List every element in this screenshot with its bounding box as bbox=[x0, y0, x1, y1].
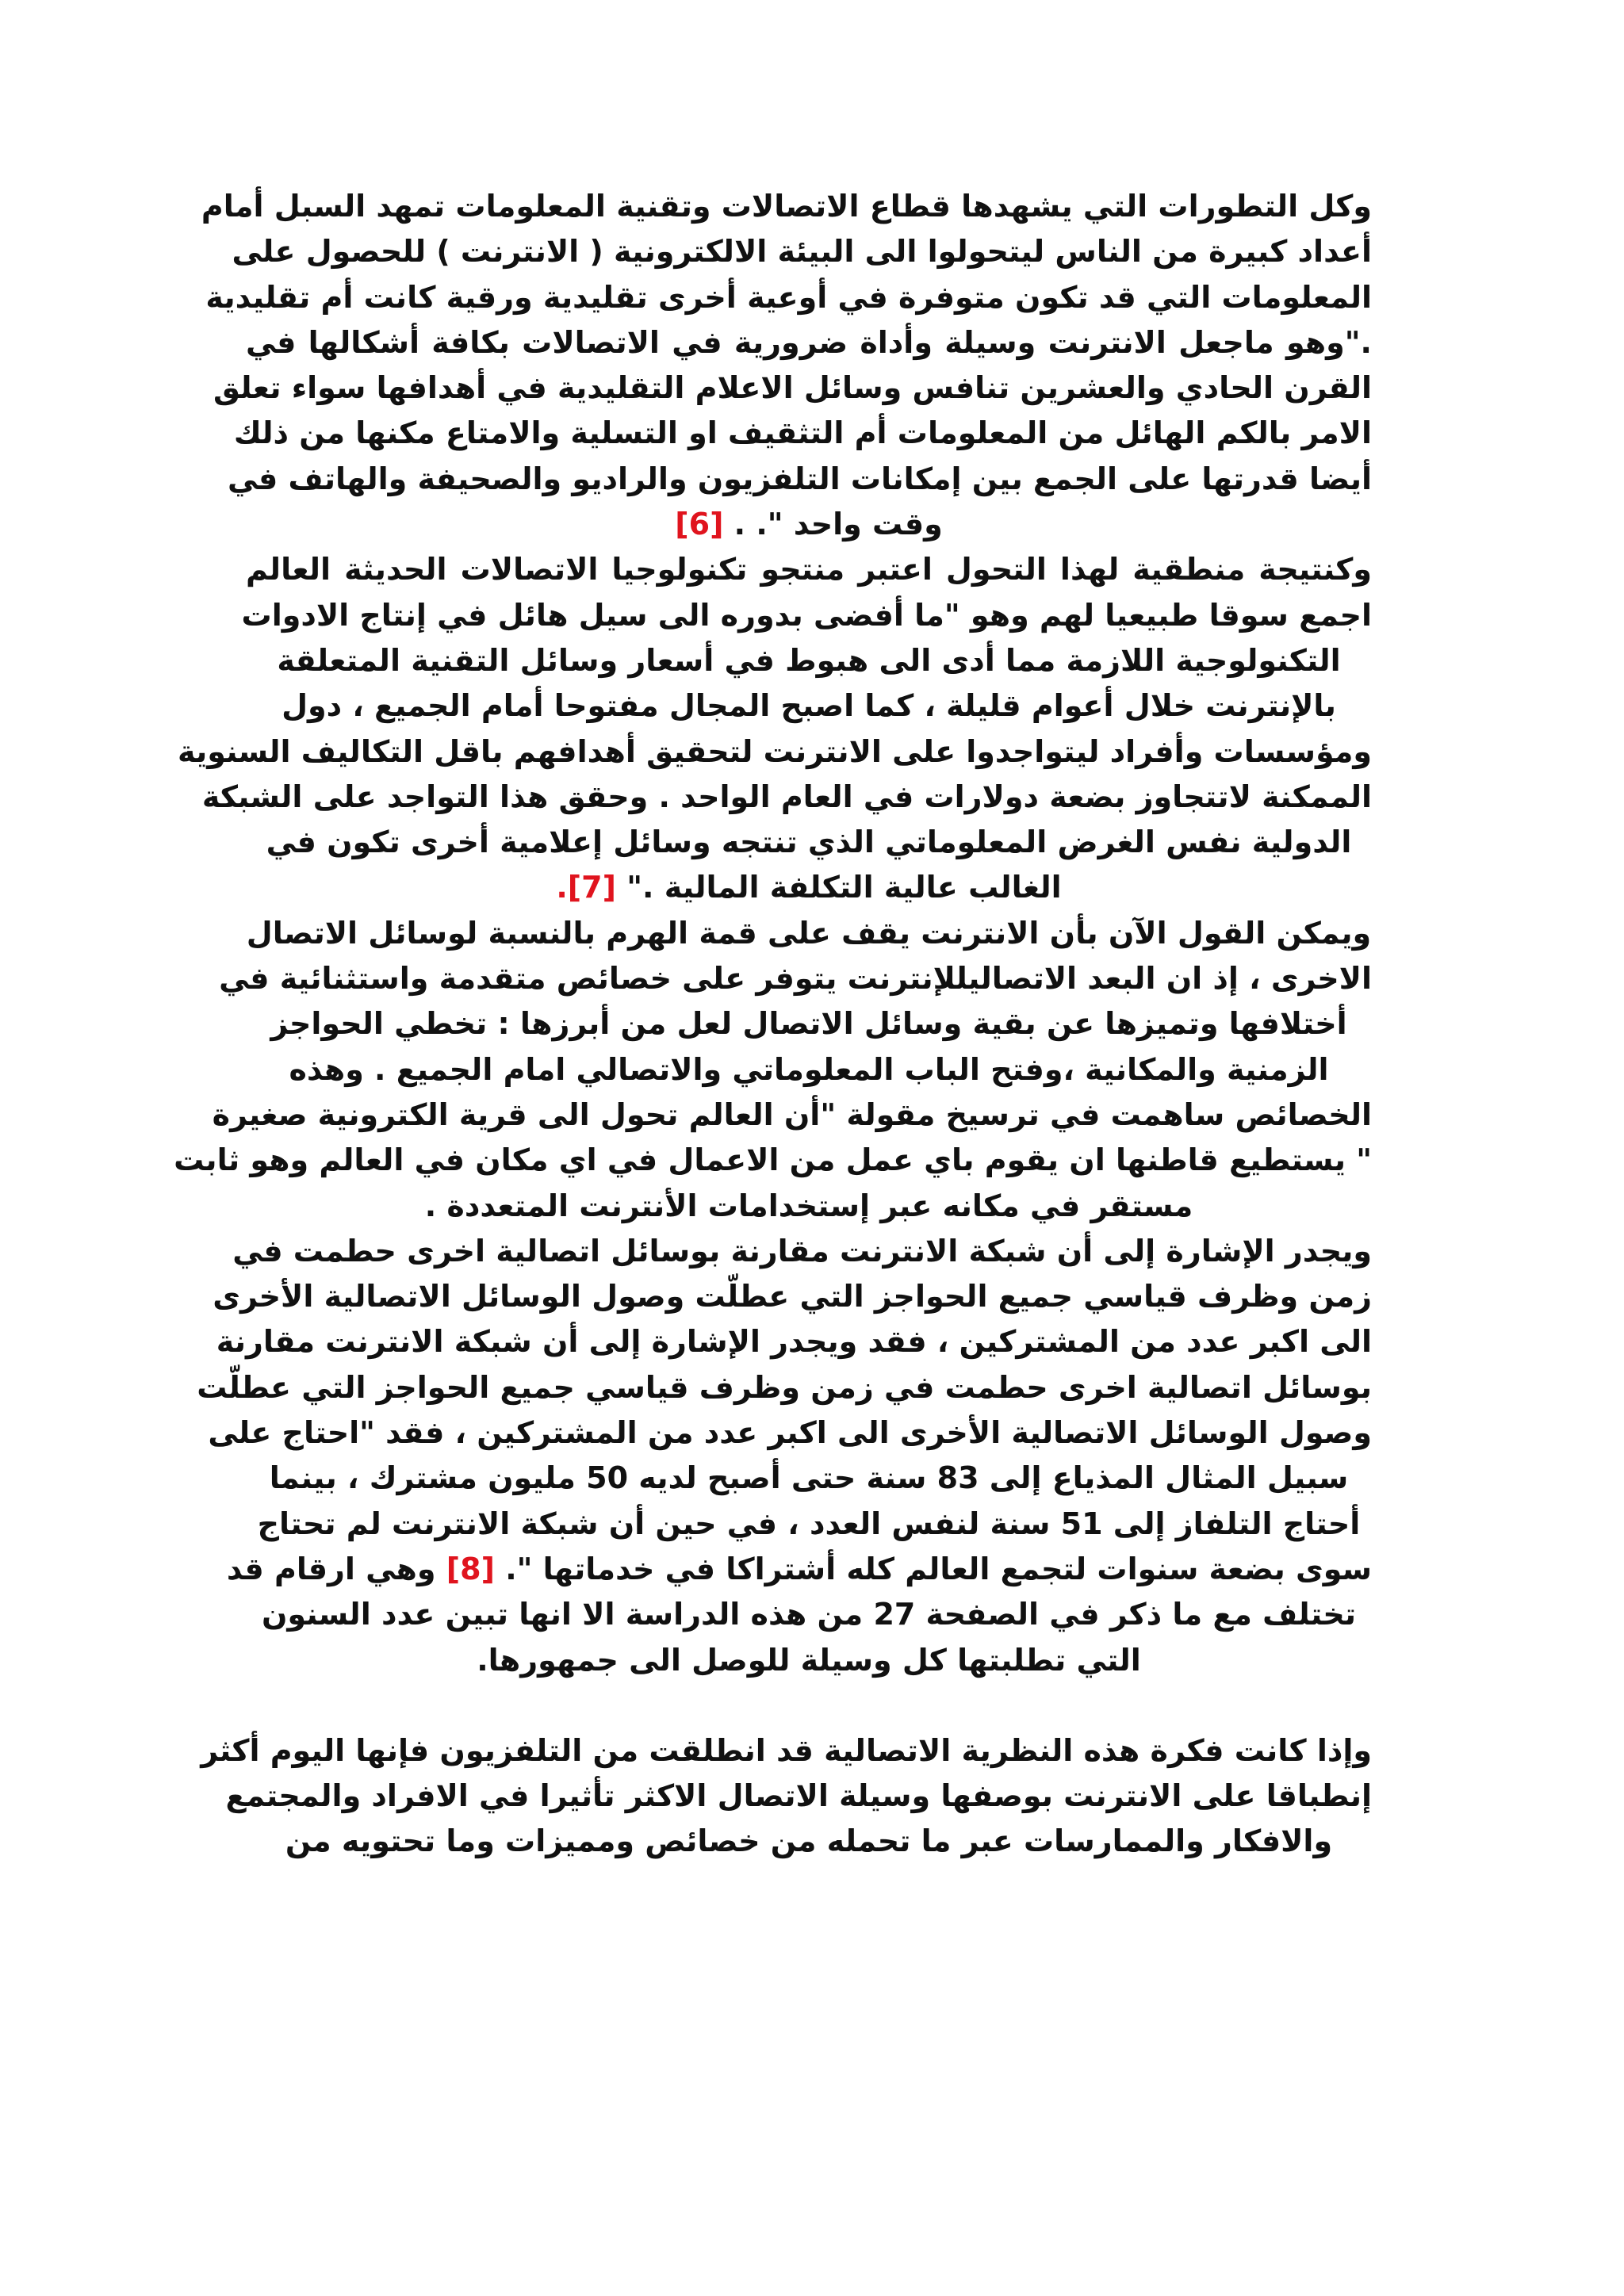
line-text: أحتاج التلفاز إلى 51 سنة لنفس العدد ، في حين أن شبكة الانترنت لم تحتاج bbox=[257, 1506, 1361, 1541]
document-body bbox=[174, 184, 1372, 1865]
line-text: سوى بضعة سنوات لتجمع العالم كله أشتراكا في خدماتها ". bbox=[505, 1551, 1372, 1586]
line-text: بالإنترنت خلال أعوام قليلة ، كما اصبح المجال مفتوحا أمام الجميع ، دول bbox=[282, 688, 1336, 724]
citation-reference[interactable]: [8] bbox=[446, 1551, 495, 1586]
text-line bbox=[205, 275, 1372, 320]
line-text: ويمكن القول الآن بأن الانترنت يقف على قمة الهرم بالنسبة لوسائل الاتصال bbox=[246, 915, 1372, 951]
line-text: إنطباقا على الانترنت بوصفها وسيلة الاتصال الاكثر تأثيرا في الافراد والمجتمع bbox=[225, 1778, 1372, 1814]
line-text: " يستطيع قاطنها ان يقوم باي عمل من الاعمال في اي مكان في العالم وهو ثابت bbox=[174, 1142, 1372, 1178]
text-line bbox=[246, 683, 1372, 729]
line-text: الى اكبر عدد من المشتركين ، فقد ويجدر الإشارة إلى أن شبكة الانترنت مقارنة bbox=[216, 1324, 1372, 1360]
paragraph bbox=[197, 1229, 1372, 1683]
text-line bbox=[177, 729, 1372, 775]
paragraph bbox=[201, 1728, 1372, 1865]
text-line bbox=[246, 1592, 1372, 1637]
text-line bbox=[246, 1819, 1372, 1864]
text-line bbox=[246, 1502, 1372, 1547]
paragraph bbox=[177, 547, 1372, 910]
citation-reference[interactable]: [7]. bbox=[556, 870, 616, 905]
text-line bbox=[246, 911, 1372, 956]
text-line bbox=[233, 411, 1372, 456]
text-line bbox=[213, 365, 1372, 411]
text-line bbox=[212, 1093, 1372, 1138]
text-line bbox=[219, 956, 1372, 1001]
line-text: الممكنة لاتتجاوز بضعة دولارات في العام الواحد . وحقق هذا التواجد على الشبكة bbox=[201, 779, 1372, 814]
text-line bbox=[225, 1774, 1372, 1819]
paragraph bbox=[174, 911, 1372, 1229]
paragraph bbox=[201, 184, 1372, 547]
text-line bbox=[246, 638, 1372, 683]
text-line bbox=[246, 1047, 1372, 1093]
line-text: الغالب عالية التكلفة المالية ." bbox=[626, 870, 1062, 905]
line-text: المعلومات التي قد تكون متوفرة في أوعية أخرى تقليدية ورقية كانت أم تقليدية bbox=[205, 279, 1372, 315]
text-line bbox=[213, 1274, 1372, 1319]
text-line bbox=[208, 1410, 1372, 1456]
line-text: مستقر في مكانه عبر إستخدامات الأنترنت المتعددة . bbox=[424, 1188, 1193, 1223]
line-text: وقت واحد ". . bbox=[733, 507, 943, 542]
line-text: القرن الحادي والعشرين تنافس وسائل الاعلام التقليدية في أهدافها سواء تعلق bbox=[213, 370, 1372, 406]
line-text: زمن وظرف قياسي جميع الحواجز التي عطلّت وصول الوسائل الاتصالية الأخرى bbox=[213, 1279, 1372, 1314]
line-text: الزمنية والمكانية ،وفتح الباب المعلوماتي والاتصالي امام الجميع . وهذه bbox=[289, 1051, 1329, 1087]
text-line bbox=[246, 1456, 1372, 1501]
line-text: وصول الوسائل الاتصالية الأخرى الى اكبر عدد من المشتركين ، فقد "احتاج على bbox=[208, 1415, 1372, 1451]
text-line bbox=[246, 820, 1372, 865]
line-text: سبيل المثال المذياع إلى 83 سنة حتى أصبح لديه 50 مليون مشترك ، بينما bbox=[269, 1460, 1349, 1496]
text-line bbox=[201, 184, 1372, 229]
line-text: أعداد كبيرة من الناس ليتحولوا الى البيئة الالكترونية ( الانترنت ) للحصول على bbox=[232, 234, 1372, 270]
line-text: بوسائل اتصالية اخرى حطمت في زمن وظرف قياسي جميع الحواجز التي عطلّت bbox=[197, 1369, 1372, 1405]
line-text: الدولية نفس الغرض المعلوماتي الذي تنتجه وسائل إعلامية أخرى تكون في bbox=[266, 825, 1352, 860]
line-text: وإذا كانت فكرة هذه النظرية الاتصالية قد انطلقت من التلفزيون فإنها اليوم أكثر bbox=[201, 1732, 1372, 1768]
line-text: أيضا قدرتها على الجمع بين إمكانات التلفزيون والراديو والصحيفة والهاتف في bbox=[227, 461, 1372, 496]
line-text: الخصائص ساهمت في ترسيخ مقولة "أن العالم تحول الى قرية الكترونية صغيرة bbox=[212, 1096, 1372, 1132]
text-line bbox=[232, 1229, 1372, 1274]
text-line bbox=[246, 320, 1372, 365]
text-line bbox=[246, 1638, 1372, 1683]
text-line bbox=[216, 1319, 1372, 1364]
line-text: أختلافها وتميزها عن بقية وسائل الاتصال لعل من أبرزها : تخطي الحواجز bbox=[270, 1006, 1347, 1042]
text-line bbox=[241, 593, 1372, 638]
line-text-after: وهي ارقام قد bbox=[226, 1551, 446, 1586]
line-text: ."وهو ماجعل الانترنت وسيلة وأداة ضرورية في الاتصالات بكافة أشكالها في bbox=[246, 324, 1372, 360]
line-text: الامر بالكم الهائل من المعلومات أم التثقيف او التسلية والامتاع مكنها من ذلك bbox=[233, 415, 1372, 451]
line-text: ويجدر الإشارة إلى أن شبكة الانترنت مقارنة بوسائل اتصالية اخرى حطمت في bbox=[232, 1233, 1372, 1269]
text-line bbox=[246, 865, 1372, 910]
text-line bbox=[246, 502, 1372, 547]
line-text: الاخرى ، إذ ان البعد الاتصاليللإنترنت يتوفر على خصائص متقدمة واستثنائية في bbox=[219, 961, 1372, 997]
line-text: وكنتيجة منطقية لهذا التحول اعتبر منتجو تكنولوجيا الاتصالات الحديثة العالم bbox=[246, 552, 1372, 587]
line-text: تختلف مع ما ذكر في الصفحة 27 من هذه الدراسة الا انها تبين عدد السنون bbox=[261, 1597, 1357, 1632]
text-line bbox=[174, 1138, 1372, 1183]
text-line bbox=[197, 1365, 1372, 1410]
text-line bbox=[201, 1728, 1372, 1774]
text-line bbox=[246, 1184, 1372, 1229]
line-text: التكنولوجية اللازمة مما أدى الى هبوط في أسعار وسائل التقنية المتعلقة bbox=[277, 642, 1341, 678]
line-text: اجمع سوقا طبيعيا لهم وهو "ما أفضى بدوره الى سيل هائل في إنتاج الادوات bbox=[241, 597, 1372, 633]
text-line bbox=[246, 547, 1372, 592]
text-line bbox=[201, 775, 1372, 820]
line-text: والافكار والممارسات عبر ما تحمله من خصائص ومميزات وما تحتويه من bbox=[285, 1823, 1333, 1859]
line-text: ومؤسسات وأفراد ليتواجدوا على الانترنت لتحقيق أهدافهم باقل التكاليف السنوية bbox=[177, 733, 1372, 769]
text-line bbox=[227, 457, 1372, 502]
text-line bbox=[232, 229, 1372, 274]
paragraph-gap bbox=[246, 1683, 1372, 1728]
text-line bbox=[246, 1001, 1372, 1047]
line-text: التي تطلبتها كل وسيلة للوصل الى جمهورها. bbox=[477, 1642, 1141, 1678]
line-text: وكل التطورات التي يشهدها قطاع الاتصالات وتقنية المعلومات تمهد السبل أمام bbox=[201, 189, 1372, 224]
citation-reference[interactable]: [6] bbox=[675, 507, 724, 542]
text-line bbox=[226, 1547, 1372, 1592]
